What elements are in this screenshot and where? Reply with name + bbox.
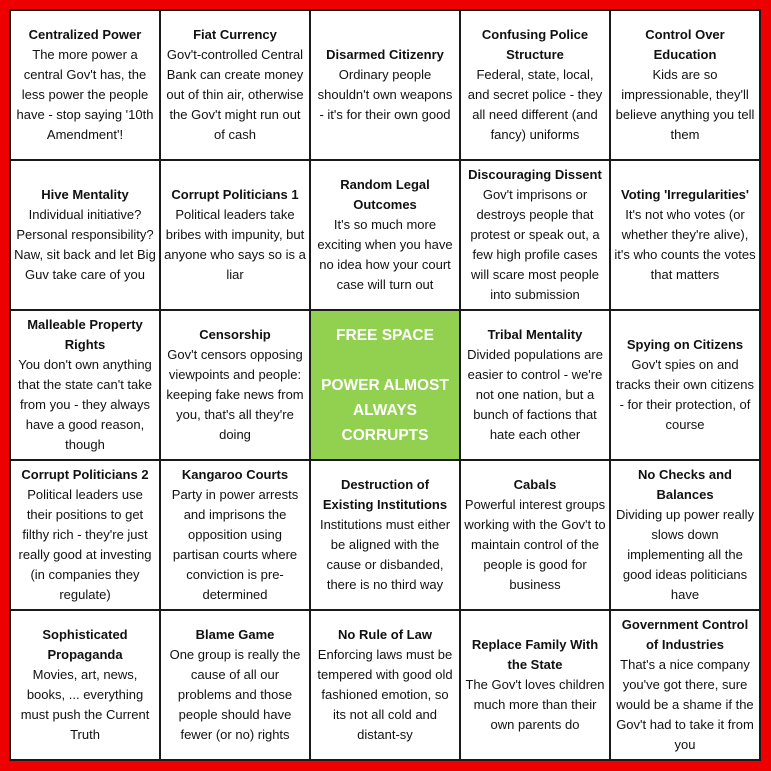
bingo-cell-tribal-mentality [461,311,609,459]
cell-title: No Checks and Balances [638,467,732,502]
bingo-cell-government-control-of-industries [611,611,759,759]
cell-title: Discouraging Dissent [468,167,602,182]
bingo-grid [9,9,761,761]
cell-text: Political leaders use their positions to get filthy rich - they're just really good at investing (in companies they regulate) [18,487,152,602]
cell-title: Sophisticated Propaganda [42,627,128,662]
bingo-cell-corrupt-politicians-2 [11,461,159,609]
bingo-cell-censorship [161,311,309,459]
cell-text: Federal, state, local, and secret police - they all need different (and fancy) uniforms [467,67,603,142]
cell-text: Political leaders take bribes with impunity, but anyone who says so is a liar [164,207,306,282]
cell-text: The more power a central Gov't has, the less power the people have - stop saying '10th Amendment'! [16,47,154,142]
bingo-cell-fiat-currency [161,11,309,159]
cell-text: Dividing up power really slows down implementing all the good ideas politicians have [615,507,754,602]
cell-title: Corrupt Politicians 1 [171,187,299,202]
cell-text: You don't own anything that the state can't take from you - they always have a good reason, though [17,357,152,452]
cell-title: Corrupt Politicians 2 [21,467,149,482]
cell-text: Divided populations are easier to control - we're not one nation, but a bunch of factions that hate each other [467,347,603,442]
cell-title: Fiat Currency [193,27,277,42]
cell-title: Cabals [513,477,557,492]
free-space-text: POWER ALMOST ALWAYS CORRUPTS [321,376,449,444]
bingo-cell-centralized-power [11,11,159,159]
cell-title: Censorship [199,327,271,342]
cell-text: Kids are so impressionable, they'll believe anything you tell them [615,67,755,142]
cell-title: Control Over Education [645,27,725,62]
cell-title: Kangaroo Courts [181,467,289,482]
cell-title: Malleable Property Rights [27,317,143,352]
bingo-cell-hive-mentality [11,161,159,309]
bingo-cell-sophisticated-propaganda [11,611,159,759]
cell-title: Centralized Power [28,27,142,42]
cell-text: Gov't imprisons or destroys people that protest or speak out, a few high profile cases will scare most people into submission [470,187,600,302]
bingo-cell-corrupt-politicians-1 [161,161,309,309]
bingo-cell-voting-irregularities [611,161,759,309]
cell-title: Government Control of Industries [621,617,749,652]
cell-title: Spying on Citizens [626,337,744,352]
cell-text: Gov't censors opposing viewpoints and people: keeping fake news from you, that's all they're doing [166,347,304,442]
cell-title: No Rule of Law [338,627,432,642]
cell-text: Individual initiative? Personal responsibility? Naw, sit back and let Big Guv take care of you [14,207,156,282]
bingo-cell-cabals [461,461,609,609]
cell-text: Movies, art, news, books, ... everything must push the Current Truth [20,667,150,742]
cell-text: That's a nice company you've got there, sure would be a shame if the Gov't had to take it from you [616,657,754,752]
cell-text: Party in power arrests and imprisons the opposition using partisan courts where conviction is pre-determined [171,487,299,602]
cell-title: Destruction of Existing Institutions [322,477,448,512]
bingo-cell-no-checks-and-balances [611,461,759,609]
cell-text: Institutions must either be aligned with the cause or disbanded, there is no third way [319,517,451,592]
cell-text: One group is really the cause of all our problems and those people should have fewer (or no) rights [169,647,301,742]
cell-title: Disarmed Citizenry [326,47,444,62]
cell-title: Hive Mentality [41,187,129,202]
cell-title: Tribal Mentality [487,327,583,342]
cell-title: Confusing Police Structure [481,27,589,62]
bingo-cell-no-rule-of-law [311,611,459,759]
bingo-cell-replace-family-with-the-state [461,611,609,759]
free-space-title: FREE SPACE [336,326,434,344]
cell-text: Enforcing laws must be tempered with good old fashioned emotion, so its not all cold and distant-sy [317,647,453,742]
bingo-cell-random-legal-outcomes [311,161,459,309]
bingo-cell-control-over-education [611,11,759,159]
bingo-cell-spying-on-citizens [611,311,759,459]
bingo-cell-confusing-police-structure [461,11,609,159]
free-space-cell [311,311,459,459]
bingo-cell-blame-game [161,611,309,759]
bingo-cell-kangaroo-courts [161,461,309,609]
cell-title: Blame Game [195,627,275,642]
bingo-cell-malleable-property-rights [11,311,159,459]
cell-text: It's not who votes (or whether they're alive), it's who counts the votes that matters [614,207,756,282]
cell-text: Powerful interest groups working with the Gov't to maintain control of the people is good for business [464,497,606,592]
cell-title: Voting 'Irregularities' [620,187,750,202]
cell-title: Replace Family With the State [471,637,599,672]
cell-title: Random Legal Outcomes [340,177,430,212]
cell-text: Gov't spies on and tracks their own citizens - for their protection, of course [616,357,754,432]
bingo-cell-discouraging-dissent [461,161,609,309]
cell-text: Ordinary people shouldn't own weapons - it's for their own good [317,67,453,122]
cell-text: The Gov't loves children much more than their own parents do [465,677,605,732]
bingo-cell-disarmed-citizenry [311,11,459,159]
cell-text: It's so much more exciting when you have no idea how your court case will turn out [317,217,453,292]
bingo-cell-destruction-of-existing-institutions [311,461,459,609]
cell-text: Gov't-controlled Central Bank can create money out of thin air, otherwise the Gov't might run out of cash [166,47,304,142]
